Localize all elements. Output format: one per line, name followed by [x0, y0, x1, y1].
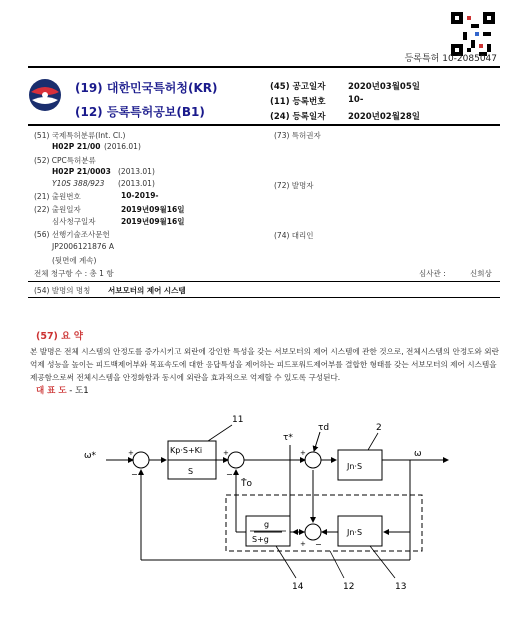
pi-numerator: Kp·S+Ki	[170, 446, 203, 455]
sign-plus-1: +	[128, 449, 134, 457]
reg-date-label: (24) 등록일자	[270, 112, 326, 122]
agent-label: (74) 대리인	[274, 231, 314, 240]
reg-number-value: 10-	[348, 95, 364, 105]
filing-date-value: 2019년09월16일	[121, 205, 185, 214]
ref-13: 13	[395, 582, 407, 592]
est-disturbance-label: T̂o	[241, 479, 253, 489]
reg-number-label: (11) 등록번호	[270, 97, 326, 107]
ipc-code: H02P 21/00	[52, 142, 101, 151]
sign-plus-3: +	[300, 449, 306, 457]
header-rule	[28, 124, 500, 126]
invention-title: 서보모터의 제어 시스템	[108, 286, 186, 295]
office-code-19: (19) 대한민국특허청(KR)	[75, 81, 218, 95]
exam-date-label: 심사청구일자	[52, 217, 96, 226]
rep-figure-label: 대 표 도	[36, 386, 67, 396]
summing-junction-2	[228, 452, 244, 468]
ref-12: 12	[343, 582, 355, 592]
filter-numerator: g	[264, 520, 270, 529]
filing-date-label: (22) 출원일자	[34, 205, 81, 214]
claims-count: 전체 청구항 수 : 총 1 항	[34, 269, 114, 278]
ref-14: 14	[292, 582, 304, 592]
document-number: 등록특허 10-2085047	[404, 54, 497, 64]
disturbance-label: τd	[318, 423, 330, 433]
ref-2: 2	[376, 423, 382, 433]
title-rule	[28, 297, 500, 298]
continued-note: (뒷면에 계속)	[52, 256, 97, 265]
output-label: ω	[414, 449, 422, 459]
top-rule	[28, 66, 500, 68]
sign-minus-2: −	[226, 470, 233, 479]
rep-figure-value: - 도1	[69, 386, 89, 396]
abstract-text: 본 발명은 전체 시스템의 안정도를 증가시키고 외란에 강인한 특성을 갖는 서보모터의 제어 시스템에 관한 것으로, 전체시스템의 안정도와 외란억제 성능을 높이는 피드백제어부와 목표속도에 대한 응답특성을 제어하는 피드포워드제어부를 결합한 형태를 갖는 서보모터의 제어 시스템을 제공함으로써 전체시스템을 안정화함과 동시에 외란을 효과적으로 억제할 수 있도록 구성된다.	[30, 347, 499, 382]
patentee-label: (73) 특허권자	[274, 131, 321, 140]
ref-11: 11	[232, 415, 244, 425]
summing-junction-1	[133, 452, 149, 468]
pi-denominator: S	[188, 467, 194, 476]
filter-denominator: S+g	[252, 535, 269, 544]
examiner-label: 심사관 :	[419, 269, 446, 278]
pub-date-label: (45) 공고일자	[270, 82, 326, 92]
ipc-date: (2016.01)	[104, 142, 141, 151]
sign-plus-4: +	[300, 540, 306, 548]
title-label: (54) 발명의 명칭	[34, 286, 91, 295]
cpc-code-1: H02P 21/0003	[52, 167, 111, 176]
kipo-logo-icon	[28, 78, 62, 112]
plant-label: Jn·S	[347, 462, 363, 471]
claims-rule	[28, 281, 500, 282]
application-number-label: (21) 출원번호	[34, 192, 81, 201]
abstract-heading: (57) 요 약	[36, 331, 83, 342]
sign-minus-1: −	[131, 470, 138, 479]
inventor-label: (72) 발명자	[274, 181, 314, 190]
cpc-label: (52) CPC특허분류	[34, 156, 96, 165]
pub-date-value: 2020년03월05일	[348, 82, 420, 92]
sign-plus-2: +	[223, 449, 229, 457]
input-label: ω*	[84, 451, 97, 461]
office-code-12: (12) 등록특허공보(B1)	[75, 105, 205, 119]
application-number-value: 10-2019-	[121, 191, 159, 200]
prior-art-label: (56) 선행기술조사문헌	[34, 230, 110, 239]
cpc-code-2: Y10S 388/923	[52, 179, 105, 188]
ipc-label: (51) 국제특허분류(Int. Cl.)	[34, 131, 126, 140]
model-label: Jn·S	[347, 528, 363, 537]
control-block-diagram	[0, 395, 529, 643]
qr-code	[451, 12, 495, 56]
exam-date-value: 2019년09월16일	[121, 217, 185, 226]
cpc-date-1: (2013.01)	[118, 167, 155, 176]
torque-ref-label: τ*	[283, 433, 293, 443]
sign-minus-4: −	[315, 540, 322, 549]
summing-junction-3	[305, 452, 321, 468]
examiner-name: 신희상	[470, 269, 492, 278]
prior-art-value: JP2006121876 A	[52, 242, 114, 251]
reg-date-value: 2020년02월28일	[348, 112, 420, 122]
cpc-date-2: (2013.01)	[118, 179, 155, 188]
summing-junction-4	[305, 524, 321, 540]
